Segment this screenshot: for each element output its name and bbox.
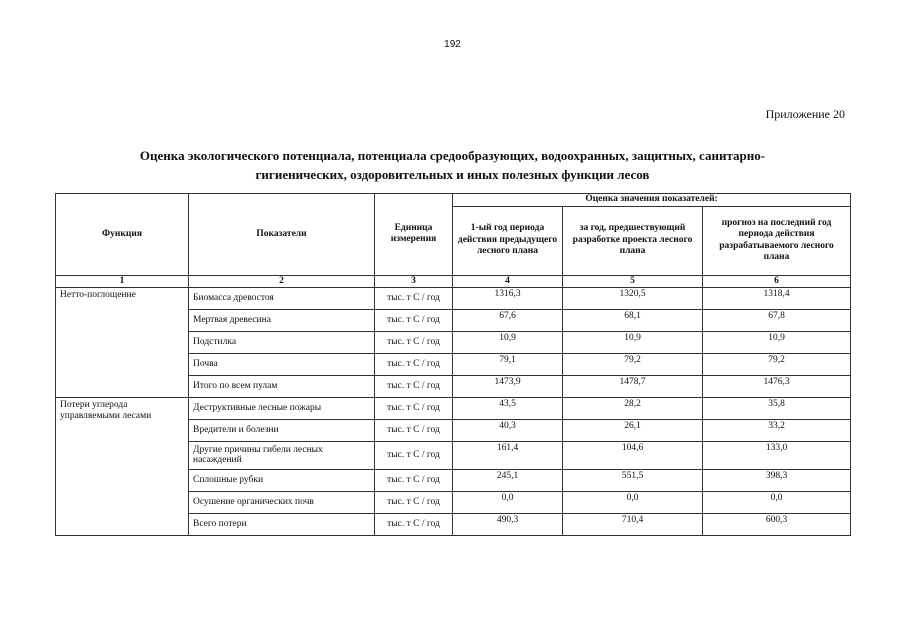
title-line-1: Оценка экологического потенциала, потенциала средообразующих, водоохранных, защитных, санитарно- bbox=[139, 148, 766, 163]
column-numbers-row bbox=[56, 275, 851, 287]
value-cell: 710,4 bbox=[563, 513, 703, 535]
indicator-cell: Деструктивные лесные пожары bbox=[189, 397, 375, 419]
indicator-cell: Сплошные рубки bbox=[189, 469, 375, 491]
column-number: 3 bbox=[375, 275, 453, 287]
unit-cell: тыс. т С / год bbox=[375, 287, 453, 309]
unit-cell: тыс. т С / год bbox=[375, 469, 453, 491]
value-cell: 0,0 bbox=[703, 491, 851, 513]
table-row bbox=[56, 397, 851, 419]
table-row bbox=[56, 287, 851, 309]
header-col5: за год, предшествующий разработке проекта лесного плана bbox=[563, 206, 703, 275]
value-cell: 67,8 bbox=[703, 309, 851, 331]
value-cell: 0,0 bbox=[453, 491, 563, 513]
header-unit: Единица измерения bbox=[375, 194, 453, 276]
column-number: 1 bbox=[56, 275, 189, 287]
title-line-2: гигиенических, оздоровительных и иных полезных функции лесов bbox=[255, 167, 650, 182]
indicator-cell: Осушение органических почв bbox=[189, 491, 375, 513]
value-cell: 10,9 bbox=[563, 331, 703, 353]
function-cell: Потери углерода управляемыми лесами bbox=[56, 397, 189, 535]
column-number: 4 bbox=[453, 275, 563, 287]
indicator-cell: Другие причины гибели лесных насаждений bbox=[189, 441, 375, 469]
unit-cell: тыс. т С / год bbox=[375, 397, 453, 419]
header-function: Функция bbox=[56, 194, 189, 276]
value-cell: 161,4 bbox=[453, 441, 563, 469]
value-cell: 79,2 bbox=[703, 353, 851, 375]
value-cell: 551,5 bbox=[563, 469, 703, 491]
unit-cell: тыс. т С / год bbox=[375, 309, 453, 331]
indicator-cell: Вредители и болезни bbox=[189, 419, 375, 441]
column-number: 6 bbox=[703, 275, 851, 287]
value-cell: 79,1 bbox=[453, 353, 563, 375]
value-cell: 40,3 bbox=[453, 419, 563, 441]
value-cell: 0,0 bbox=[563, 491, 703, 513]
unit-cell: тыс. т С / год bbox=[375, 419, 453, 441]
header-indicators: Показатели bbox=[189, 194, 375, 276]
value-cell: 490,3 bbox=[453, 513, 563, 535]
value-cell: 33,2 bbox=[703, 419, 851, 441]
value-cell: 1316,3 bbox=[453, 287, 563, 309]
header-col4: 1-ый год периода действия предыдущего лесного плана bbox=[453, 206, 563, 275]
page-number: 192 bbox=[444, 39, 461, 50]
value-cell: 245,1 bbox=[453, 469, 563, 491]
value-cell: 1476,3 bbox=[703, 375, 851, 397]
value-cell: 1318,4 bbox=[703, 287, 851, 309]
value-cell: 68,1 bbox=[563, 309, 703, 331]
value-cell: 67,6 bbox=[453, 309, 563, 331]
indicator-cell: Биомасса древостоя bbox=[189, 287, 375, 309]
header-assessment: Оценка значения показателей: bbox=[453, 194, 851, 207]
value-cell: 1473,9 bbox=[453, 375, 563, 397]
document-title bbox=[60, 146, 845, 184]
value-cell: 133,0 bbox=[703, 441, 851, 469]
value-cell: 10,9 bbox=[453, 331, 563, 353]
indicator-cell: Итого по всем пулам bbox=[189, 375, 375, 397]
value-cell: 10,9 bbox=[703, 331, 851, 353]
indicator-cell: Мертвая древесина bbox=[189, 309, 375, 331]
value-cell: 398,3 bbox=[703, 469, 851, 491]
function-cell: Нетто-поглощение bbox=[56, 287, 189, 397]
value-cell: 600,3 bbox=[703, 513, 851, 535]
unit-cell: тыс. т С / год bbox=[375, 331, 453, 353]
value-cell: 79,2 bbox=[563, 353, 703, 375]
value-cell: 43,5 bbox=[453, 397, 563, 419]
value-cell: 35,8 bbox=[703, 397, 851, 419]
header-col6: прогноз на последний год периода действия разрабатываемого лесного плана bbox=[703, 206, 851, 275]
value-cell: 104,6 bbox=[563, 441, 703, 469]
column-number: 5 bbox=[563, 275, 703, 287]
value-cell: 28,2 bbox=[563, 397, 703, 419]
value-cell: 1320,5 bbox=[563, 287, 703, 309]
indicator-cell: Всего потери bbox=[189, 513, 375, 535]
value-cell: 1478,7 bbox=[563, 375, 703, 397]
assessment-table bbox=[55, 193, 851, 536]
unit-cell: тыс. т С / год bbox=[375, 491, 453, 513]
column-number: 2 bbox=[189, 275, 375, 287]
unit-cell: тыс. т С / год bbox=[375, 513, 453, 535]
indicator-cell: Почва bbox=[189, 353, 375, 375]
unit-cell: тыс. т С / год bbox=[375, 441, 453, 469]
indicator-cell: Подстилка bbox=[189, 331, 375, 353]
unit-cell: тыс. т С / год bbox=[375, 353, 453, 375]
appendix-label: Приложение 20 bbox=[765, 107, 845, 121]
unit-cell: тыс. т С / год bbox=[375, 375, 453, 397]
value-cell: 26,1 bbox=[563, 419, 703, 441]
